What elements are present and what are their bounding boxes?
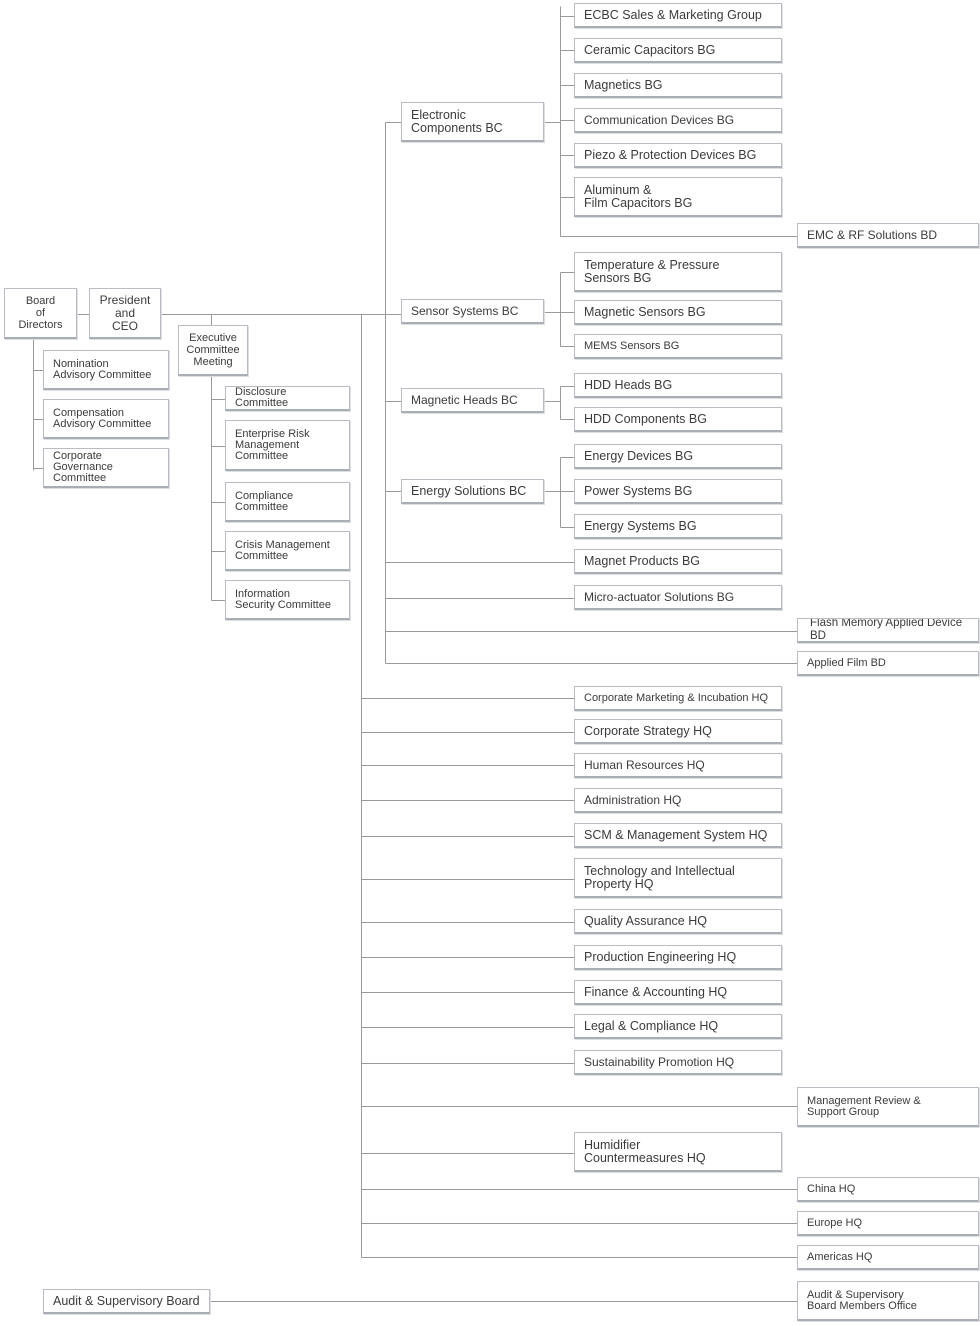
piezo-protection-bg-box: Piezo & Protection Devices BG (574, 143, 782, 168)
sustainability-promotion-hq-box: Sustainability Promotion HQ (574, 1050, 782, 1075)
audit-supervisory-board-box: Audit & Supervisory Board (43, 1289, 210, 1314)
flash-memory-applied-device-bd-box: Flash Memory Applied Device BD (797, 618, 979, 643)
energy-solutions-bc-box: Energy Solutions BC (401, 479, 544, 504)
energy-systems-bg-box: Energy Systems BG (574, 514, 782, 539)
china-hq-box: China HQ (797, 1177, 979, 1202)
magnet-products-bg-box: Magnet Products BG (574, 549, 782, 574)
magnetics-bg-box: Magnetics BG (574, 73, 782, 98)
compensation-committee-box: Compensation Advisory Committee (43, 399, 169, 439)
scm-management-system-hq-box: SCM & Management System HQ (574, 823, 782, 848)
information-security-committee-box: Information Security Committee (225, 580, 350, 620)
sensor-systems-bc-box: Sensor Systems BC (401, 299, 544, 324)
europe-hq-box: Europe HQ (797, 1211, 979, 1236)
executive-committee-box: Executive Committee Meeting (178, 325, 248, 376)
compliance-committee-box: Compliance Committee (225, 482, 350, 522)
communication-devices-bg-box: Communication Devices BG (574, 108, 782, 133)
humidifier-countermeasures-hq-box: Humidifier Countermeasures HQ (574, 1132, 782, 1172)
crisis-management-committee-box: Crisis Management Committee (225, 531, 350, 571)
hdd-heads-bg-box: HDD Heads BG (574, 373, 782, 398)
applied-film-bd-box: Applied Film BD (797, 651, 979, 676)
energy-devices-bg-box: Energy Devices BG (574, 444, 782, 469)
corporate-strategy-hq-box: Corporate Strategy HQ (574, 719, 782, 744)
ecbc-sales-marketing-box: ECBC Sales & Marketing Group (574, 3, 782, 28)
hdd-components-bg-box: HDD Components BG (574, 407, 782, 432)
president-ceo-box: President and CEO (89, 288, 161, 339)
audit-members-office-box: Audit & Supervisory Board Members Office (797, 1281, 979, 1321)
americas-hq-box: Americas HQ (797, 1245, 979, 1270)
nomination-committee-box: Nomination Advisory Committee (43, 350, 169, 390)
disclosure-committee-box: Disclosure Committee (225, 386, 350, 411)
magnetic-sensors-bg-box: Magnetic Sensors BG (574, 300, 782, 325)
micro-actuator-solutions-bg-box: Micro-actuator Solutions BG (574, 585, 782, 610)
ceramic-capacitors-bg-box: Ceramic Capacitors BG (574, 38, 782, 63)
finance-accounting-hq-box: Finance & Accounting HQ (574, 980, 782, 1005)
magnetic-heads-bc-box: Magnetic Heads BC (401, 388, 544, 413)
mems-sensors-bg-box: MEMS Sensors BG (574, 334, 782, 359)
enterprise-risk-committee-box: Enterprise Risk Management Committee (225, 420, 350, 471)
quality-assurance-hq-box: Quality Assurance HQ (574, 909, 782, 934)
corporate-marketing-incubation-hq-box: Corporate Marketing & Incubation HQ (574, 686, 782, 711)
aluminum-film-capacitors-bg-box: Aluminum & Film Capacitors BG (574, 177, 782, 217)
legal-compliance-hq-box: Legal & Compliance HQ (574, 1014, 782, 1039)
temperature-pressure-sensors-bg-box: Temperature & Pressure Sensors BG (574, 252, 782, 292)
human-resources-hq-box: Human Resources HQ (574, 753, 782, 778)
production-engineering-hq-box: Production Engineering HQ (574, 945, 782, 970)
emc-rf-solutions-bd-box: EMC & RF Solutions BD (797, 223, 979, 248)
management-review-support-group-box: Management Review & Support Group (797, 1087, 979, 1127)
administration-hq-box: Administration HQ (574, 788, 782, 813)
power-systems-bg-box: Power Systems BG (574, 479, 782, 504)
electronic-components-bc-box: Electronic Components BC (401, 102, 544, 142)
board-of-directors-box: Board of Directors (4, 288, 77, 339)
technology-ip-hq-box: Technology and Intellectual Property HQ (574, 858, 782, 898)
governance-committee-box: Corporate Governance Committee (43, 448, 169, 488)
